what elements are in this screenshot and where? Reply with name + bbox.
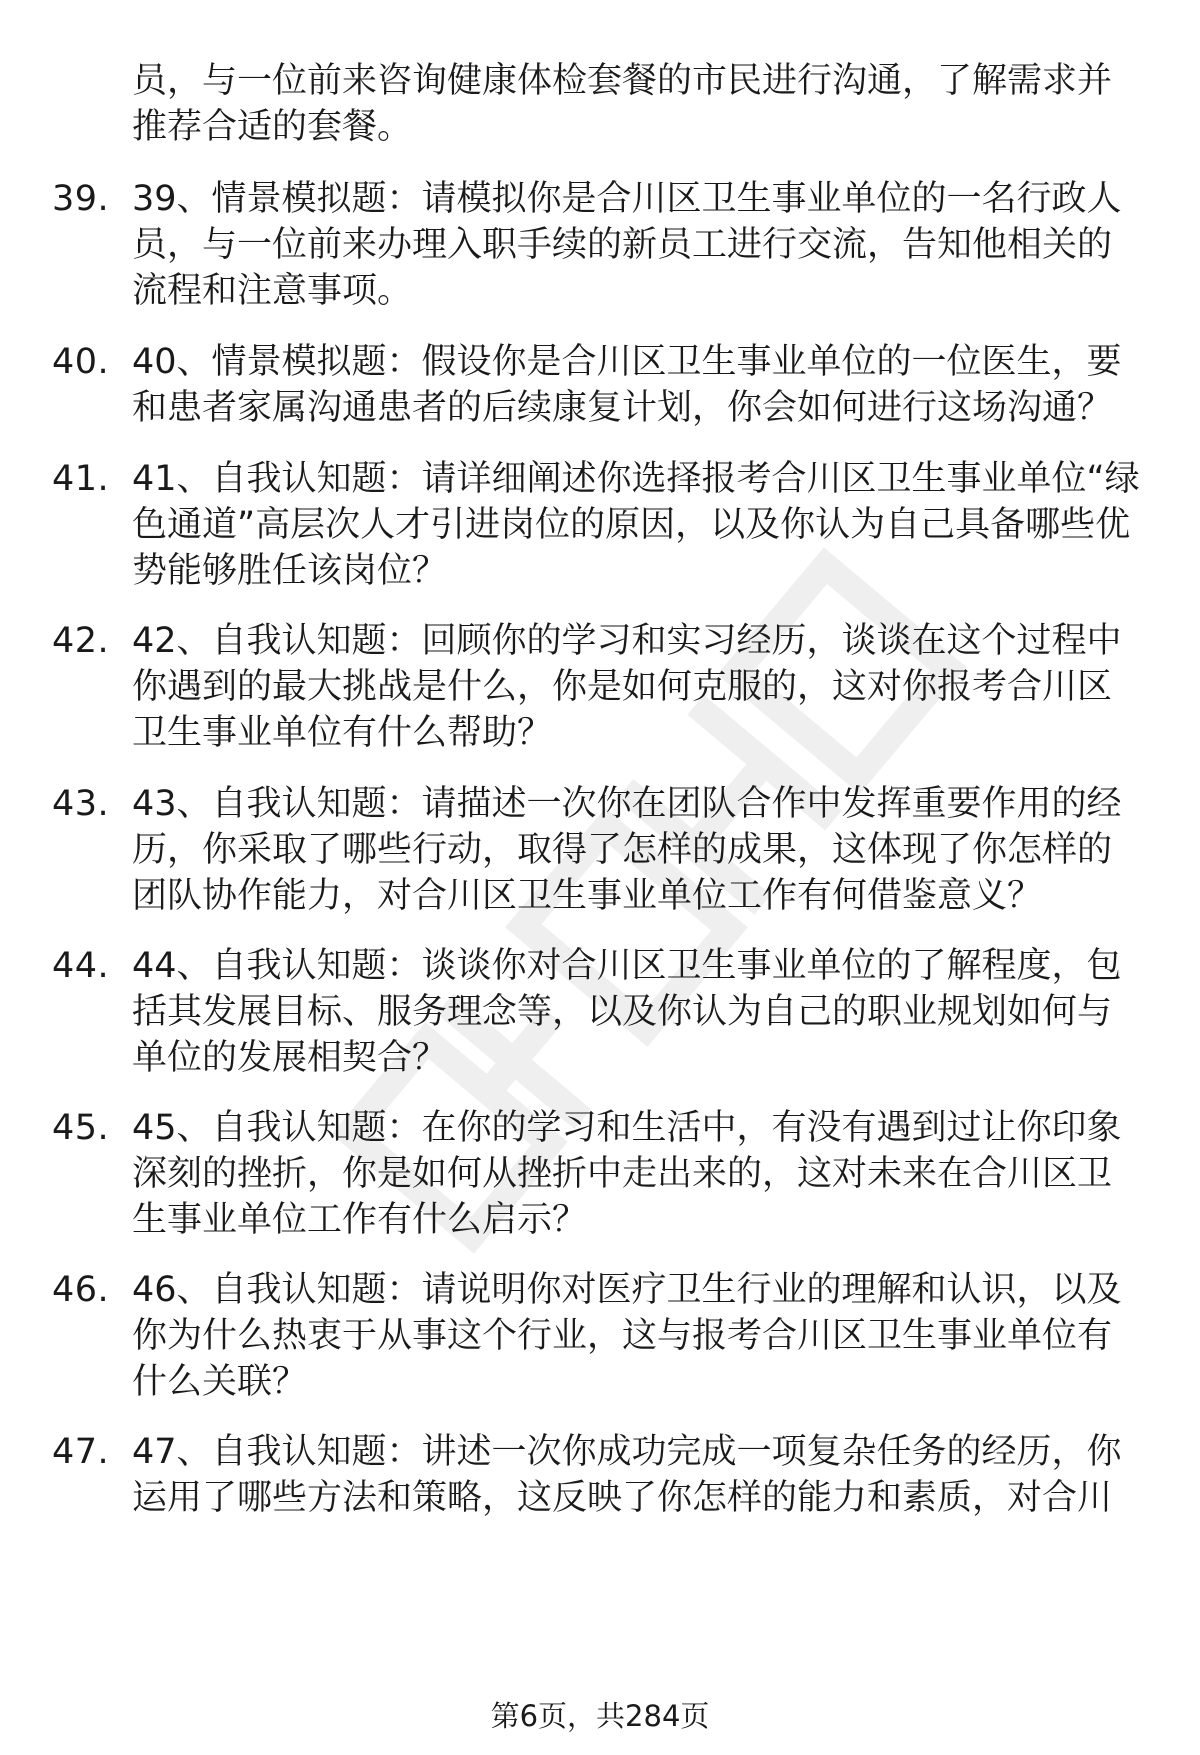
- item-text: 41、自我认知题：请详细阐述你选择报考合川区卫生事业单位“绿色通道”高层次人才引进岗位的原因，以及你认为自己具备哪些优势能够胜任该岗位？: [132, 459, 1140, 591]
- item-text: 46、自我认知题：请说明你对医疗卫生行业的理解和认识，以及你为什么热衷于从事这个行业，这与报考合川区卫生事业单位有什么关联？: [132, 1270, 1122, 1402]
- item-number: 43.: [52, 784, 110, 824]
- item-text: 42、自我认知题：回顾你的学习和实习经历，谈谈在这个过程中你遇到的最大挑战是什么，你是如何克服的，这对你报考合川区卫生事业单位有什么帮助？: [132, 621, 1122, 753]
- page-footer: 第6页，共284页: [490, 1699, 710, 1733]
- item-number: 47.: [52, 1432, 110, 1472]
- item-number: 46.: [52, 1270, 110, 1310]
- item-number: 40.: [52, 342, 110, 382]
- item-text: 39、情景模拟题：请模拟你是合川区卫生事业单位的一名行政人员，与一位前来办理入职手续的新员工进行交流，告知他相关的流程和注意事项。: [132, 179, 1122, 311]
- item-text: 40、情景模拟题：假设你是合川区卫生事业单位的一位医生，要和患者家属沟通患者的后续康复计划，你会如何进行这场沟通？: [132, 342, 1122, 428]
- item-number: 41.: [52, 459, 110, 499]
- continuation-text: 员，与一位前来咨询健康体检套餐的市民进行沟通，了解需求并推荐合适的套餐。: [132, 61, 1113, 147]
- item-number: 44.: [52, 946, 110, 986]
- item-text: 43、自我认知题：请描述一次你在团队合作中发挥重要作用的经历，你采取了哪些行动，取得了怎样的成果，这体现了你怎样的团队协作能力，对合川区卫生事业单位工作有何借鉴意义？: [132, 784, 1122, 916]
- item-text: 45、自我认知题：在你的学习和生活中，有没有遇到过让你印象深刻的挫折，你是如何从挫折中走出来的，这对未来在合川区卫生事业单位工作有什么启示？: [132, 1108, 1122, 1240]
- item-text: 44、自我认知题：谈谈你对合川区卫生事业单位的了解程度，包括其发展目标、服务理念等，以及你认为自己的职业规划如何与单位的发展相契合？: [132, 946, 1122, 1078]
- item-text: 47、自我认知题：讲述一次你成功完成一项复杂任务的经历，你运用了哪些方法和策略，这反映了你怎样的能力和素质，对合川: [132, 1432, 1122, 1518]
- item-number: 45.: [52, 1108, 110, 1148]
- item-number: 42.: [52, 621, 110, 661]
- item-number: 39.: [52, 179, 110, 219]
